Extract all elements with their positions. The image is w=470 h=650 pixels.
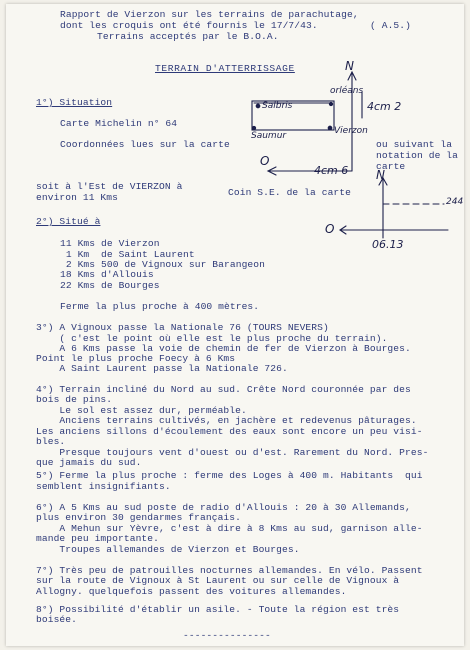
sketch-measure-horizontal: 4cm 6: [314, 164, 349, 177]
section3-line: 3°) A Vignoux passe la Nationale 76 (TOURS NEVERS): [36, 322, 329, 333]
sketch-label-n-lower: N: [376, 168, 385, 182]
sketch-value-bottom: 06.13: [372, 238, 404, 251]
section7-line: sur la route de Vignoux à St Laurent ou sur celle de Vignoux à: [36, 575, 400, 586]
section4-line: bois de pins.: [36, 394, 113, 405]
section8-line: boisée.: [36, 614, 78, 625]
sketch-measure-vertical: 4cm 2: [367, 100, 402, 113]
section1-environ: environ 11 Kms: [36, 192, 119, 203]
header-line-3: Terrains acceptés par le B.O.A.: [97, 31, 279, 42]
section6-line: Troupes allemandes de Vierzon et Bourges.: [36, 544, 300, 555]
sketch-label-north: N: [345, 59, 354, 73]
section1-suivant: ou suivant la: [376, 139, 453, 150]
section1-carte: Carte Michelin n° 64: [60, 118, 178, 129]
section2-line: 1 Km de Saint Laurent: [60, 249, 195, 260]
section2-line: 22 Kms de Bourges: [60, 280, 160, 291]
section5-line: 5°) Ferme la plus proche : ferme des Loges à 400 m. Habitants qui: [36, 470, 423, 481]
section8-line: 8°) Possibilité d'établir un asile. - Toute la région est très: [36, 604, 400, 615]
section4-line: bles.: [36, 436, 66, 447]
section4-line: Anciens terrains cultivés, en jachère et redevenus pâturages.: [36, 415, 417, 426]
section7-line: Allogny. quelquefois passent des voitures allemandes.: [36, 586, 347, 597]
sketch-label-o-upper: O: [260, 154, 270, 168]
sketch-label-saumur: Saumur: [251, 131, 287, 141]
footer-rule: ---------------: [183, 630, 271, 641]
section6-line: A Mehun sur Yèvre, c'est à dire à 8 Kms au sud, garnison alle-: [36, 523, 423, 534]
section3-line: ( c'est le point où elle est le plus proche du terrain).: [36, 333, 388, 344]
sketch-value-right: 244: [446, 197, 464, 207]
page-title: TERRAIN D'ATTERRISSAGE: [155, 63, 295, 74]
sketch-label-vierzon: Vierzon: [334, 126, 368, 136]
section5-line: semblent insignifiants.: [36, 481, 171, 492]
section4-line: Presque toujours vent d'ouest ou d'est. Rarement du Nord. Pres-: [36, 447, 429, 458]
section1-coordonnees: Coordonnées lues sur la carte: [60, 139, 230, 150]
section6-line: plus environ 30 gendarmes français.: [36, 512, 242, 523]
section2-line: 2 Kms 500 de Vignoux sur Barangeon: [60, 259, 266, 270]
section3-line: A Saint Laurent passe la Nationale 726.: [36, 363, 288, 374]
section2-line: 18 Kms d'Allouis: [60, 269, 154, 280]
section1-soit: soit à l'Est de VIERZON à: [36, 181, 183, 192]
section1-notation: notation de la: [376, 150, 459, 161]
sketch-label-salbris: Salbris: [262, 101, 293, 111]
section4-line: Les anciens sillons d'écoulement des eaux sont encore un peu visi-: [36, 426, 423, 437]
section7-line: 7°) Très peu de patrouilles nocturnes allemandes. En vélo. Passent: [36, 565, 423, 576]
section4-line: Le sol est assez dur, perméable.: [36, 405, 247, 416]
section1-heading: 1°) Situation: [36, 97, 113, 108]
section2-line: 11 Kms de Vierzon: [60, 238, 160, 249]
header-reference: ( A.5.): [370, 20, 412, 31]
sketch-label-o-lower: O: [325, 222, 335, 236]
section3-line: A 6 Kms passe la voie de chemin de fer de Vierzon à Bourges.: [36, 343, 411, 354]
header-line-1: Rapport de Vierzon sur les terrains de parachutage,: [60, 9, 359, 20]
section1-coin: Coin S.E. de la carte: [228, 187, 352, 198]
section3-line: Point le plus proche Foecy à 6 Kms: [36, 353, 236, 364]
section4-line: que jamais du sud.: [36, 457, 142, 468]
sketch-label-orleans: orléans: [330, 86, 364, 96]
header-line-2: dont les croquis ont été fournis le 17/7/43.: [60, 20, 318, 31]
section2-heading: 2°) Situé à: [36, 216, 101, 227]
section1-carte-word: carte: [376, 161, 406, 172]
section6-line: mande peu importante.: [36, 533, 160, 544]
section6-line: 6°) A 5 Kms au sud poste de radio d'Allouis : 20 à 30 Allemands,: [36, 502, 411, 513]
section4-line: 4°) Terrain incliné du Nord au sud. Crête Nord couronnée par des: [36, 384, 411, 395]
section2-ferme: Ferme la plus proche à 400 mètres.: [60, 301, 260, 312]
